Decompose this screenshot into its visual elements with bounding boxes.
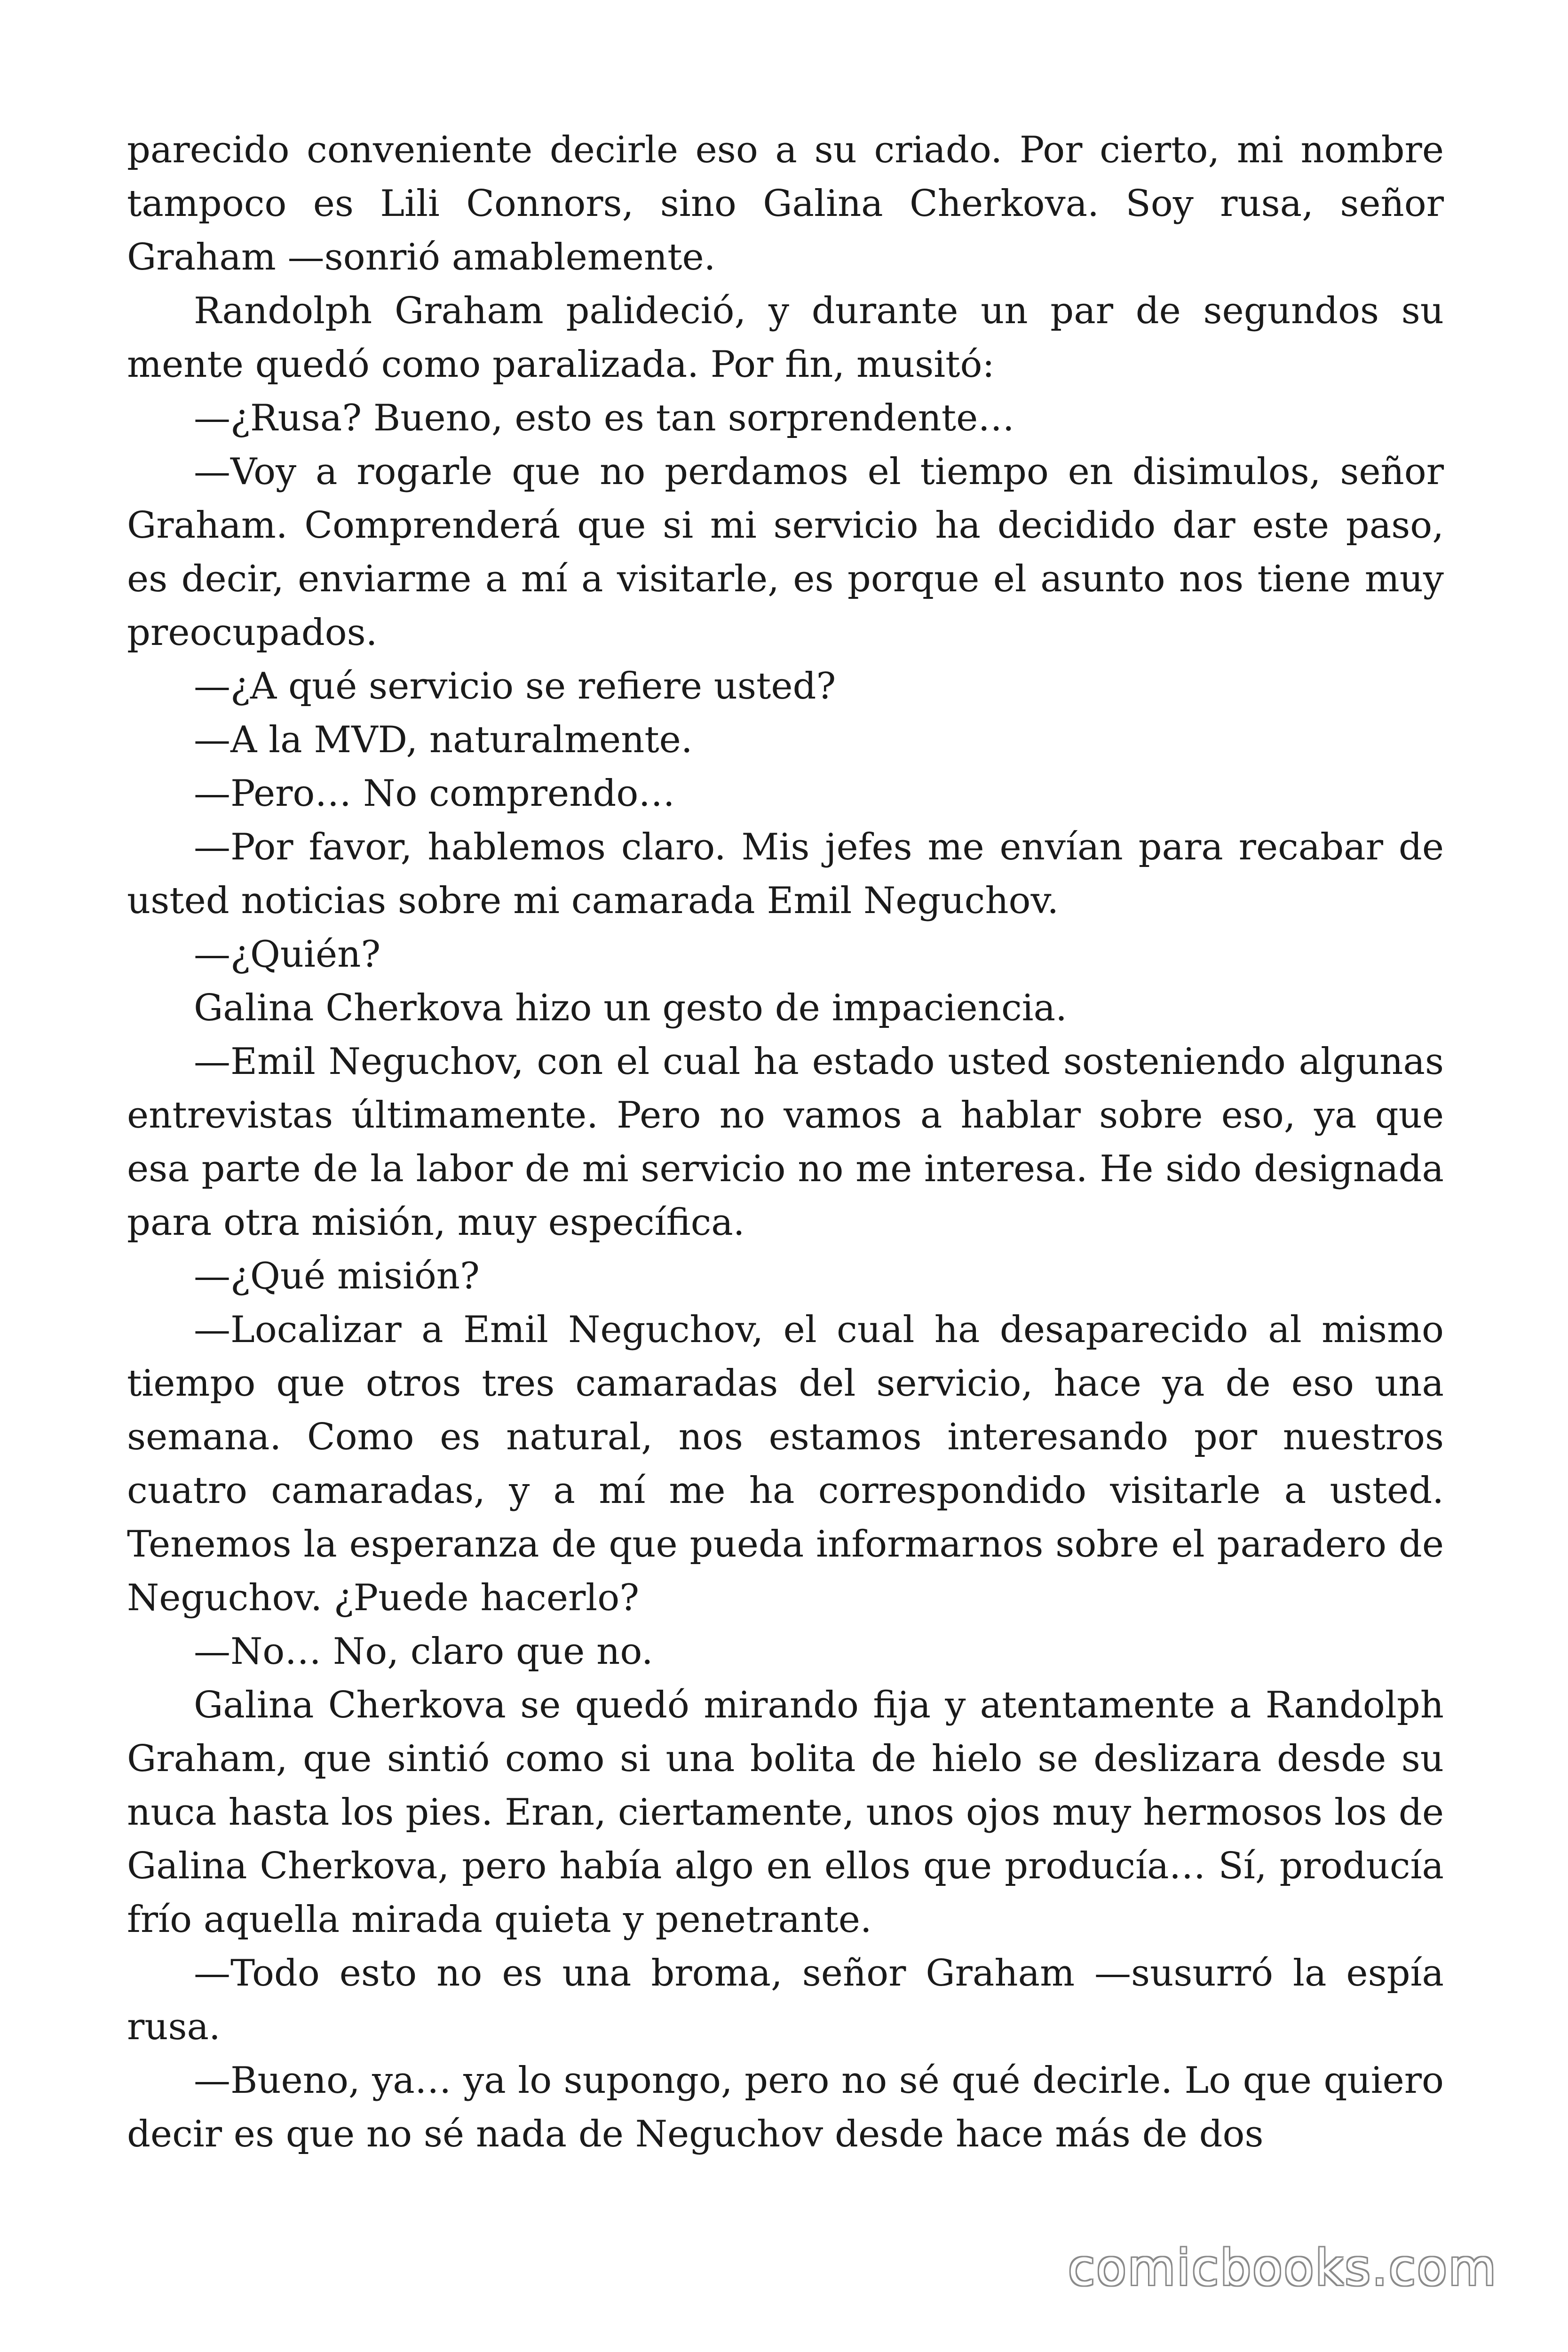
dialogue-line: —¿Rusa? Bueno, esto es tan sorprendente… (194, 397, 1015, 439)
dialogue-line: —Emil Neguchov, con el cual ha estado usted sosteniendo algunas entrevistas últimamente. Pero no vamos a hablar sobre eso, ya que esa parte de la labor de mi servicio no me interesa. He sido designada para otra misión, muy específica. (127, 1041, 1444, 1244)
dialogue-line: —A la MVD, naturalmente. (194, 719, 693, 761)
dialogue-line: —¿A qué servicio se refiere usted? (194, 665, 836, 707)
watermark-logo: comicbooks.com (1068, 2239, 1497, 2296)
dialogue-line: —Voy a rogarle que no perdamos el tiempo en disimulos, señor Graham. Comprenderá que si mi servicio ha decidido dar este paso, es decir, enviarme a mí a visitarle, es porque el asunto nos tiene muy preocupados. (127, 451, 1444, 654)
dialogue-line: —Bueno, ya… ya lo supongo, pero no sé qué decirle. Lo que quiero decir es que no sé nada de Neguchov desde hace más de dos (127, 2059, 1444, 2155)
dialogue-line: —Pero… No comprendo… (194, 772, 675, 815)
dialogue-line: —¿Qué misión? (194, 1255, 480, 1297)
dialogue-line: —No… No, claro que no. (194, 1630, 653, 1673)
dialogue-line: —Todo esto no es una broma, señor Graham —susurró la espía rusa. (127, 1952, 1444, 2048)
page-body-text (127, 123, 1444, 2161)
paragraph: Galina Cherkova se quedó mirando fija y atentamente a Randolph Graham, que sintió como si una bolita de hielo se deslizara desde su nuca hasta los pies. Eran, ciertamente, unos ojos muy hermosos los de Galina Cherkova, pero había algo en ellos que producía… Sí, producía frío aquella mirada quieta y penetrante. (127, 1684, 1444, 1941)
paragraph-continuation: parecido conveniente decirle eso a su criado. Por cierto, mi nombre tampoco es Lili Connors, sino Galina Cherkova. Soy rusa, señor Graham —sonrió amablemente. (127, 129, 1444, 278)
paragraph: Galina Cherkova hizo un gesto de impaciencia. (194, 987, 1067, 1029)
paragraph: Randolph Graham palideció, y durante un par de segundos su mente quedó como paralizada. Por fin, musitó: (127, 290, 1444, 386)
dialogue-line: —¿Quién? (194, 933, 381, 976)
dialogue-line: —Localizar a Emil Neguchov, el cual ha desaparecido al mismo tiempo que otros tres camaradas del servicio, hace ya de eso una semana. Como es natural, nos estamos interesando por nuestros cuatro camaradas, y a mí me ha correspondido visitarle a usted. Tenemos la esperanza de que pueda informarnos sobre el paradero de Neguchov. ¿Puede hacerlo? (127, 1309, 1444, 1619)
dialogue-line: —Por favor, hablemos claro. Mis jefes me envían para recabar de usted noticias sobre mi camarada Emil Neguchov. (127, 826, 1444, 922)
